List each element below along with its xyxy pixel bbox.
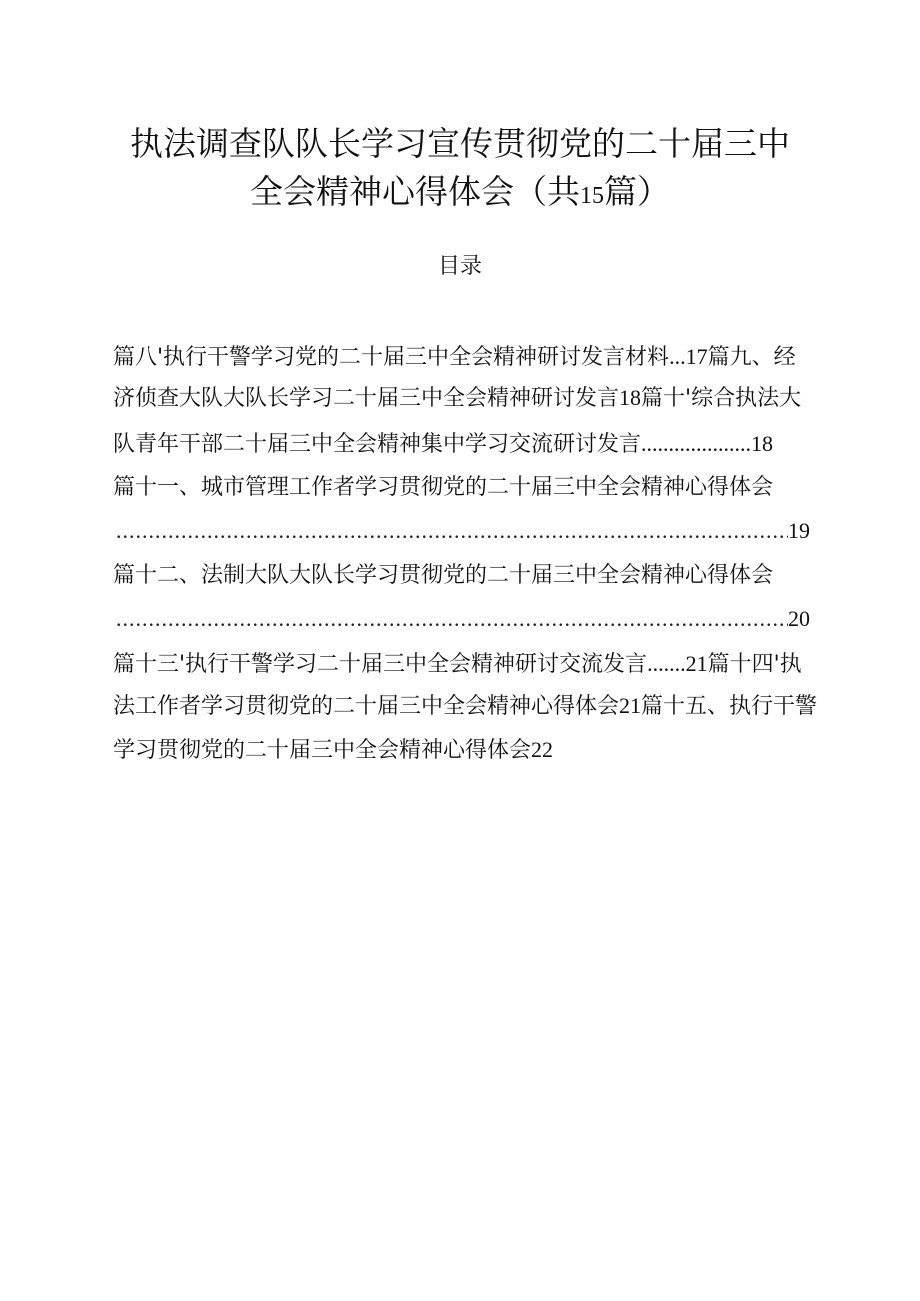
toc-line[interactable] — [113, 381, 853, 416]
toc-entry-text: 篇十五、执行干警 — [641, 694, 818, 719]
toc-line[interactable] — [113, 559, 853, 593]
toc-entry-text: 法工作者学习贯彻党的二十届三中全会精神心得体会 — [113, 694, 620, 719]
toc-entry-text: 篇十二、法制大队大队长学习贯彻党的二十届三中全会精神心得体会 — [113, 563, 774, 588]
toc-leader-row[interactable] — [116, 602, 810, 636]
toc-line[interactable] — [113, 340, 853, 375]
document-title-line-2 — [60, 172, 860, 216]
toc-entry-text: 篇十三'执行干警学习二十届三中全会精神研讨交流发言 — [113, 652, 648, 677]
document-title-line-1: 执法调查队队长学习宣传贯彻党的二十届三中 — [130, 124, 790, 163]
toc-leader — [116, 514, 788, 548]
toc-line[interactable] — [113, 689, 853, 724]
toc-line[interactable] — [113, 733, 853, 768]
toc-page-number: 17 — [685, 344, 708, 369]
toc-entry-text: 学习贯彻党的二十届三中全会精神心得体会 — [113, 738, 532, 763]
toc-leader-row[interactable] — [116, 514, 810, 548]
toc-page-number: 21 — [685, 651, 708, 676]
toc-line[interactable] — [113, 471, 853, 505]
toc-leader: ....... — [647, 651, 686, 676]
toc-line[interactable] — [113, 427, 853, 462]
toc-entry-text: 篇十一、城市管理工作者学习贯彻党的二十届三中全会精神心得体会 — [113, 475, 774, 500]
toc-entry-text: 篇八'执行干警学习党的二十届三中全会精神研讨发言材料 — [113, 345, 670, 370]
toc-page-number: 18 — [619, 385, 642, 410]
toc-entry-text: 篇十'综合执法大 — [641, 386, 802, 411]
title-text-pre: 全会精神心得体会（共 — [250, 172, 580, 211]
title-count: 15 — [580, 183, 604, 209]
toc-entry-text: 篇十四'执 — [707, 652, 802, 677]
toc-line[interactable] — [113, 647, 853, 682]
toc-page-number: 21 — [619, 693, 642, 718]
title-text-post: 篇） — [604, 172, 670, 211]
toc-page-number: 20 — [788, 606, 810, 631]
toc-leader — [116, 602, 788, 636]
toc-page-number: 18 — [751, 431, 774, 456]
toc-leader: .................... — [641, 431, 752, 456]
toc-entry-text: 篇九、经 — [707, 345, 796, 370]
toc-leader: ... — [669, 344, 686, 369]
toc-heading: 目录 — [437, 254, 482, 279]
toc-entry-text: 队青年干部二十届三中全会精神集中学习交流研讨发言 — [113, 432, 642, 457]
toc-page-number: 22 — [531, 737, 554, 762]
toc-page-number: 19 — [788, 518, 810, 543]
toc-entry-text: 济侦查大队大队长学习二十届三中全会精神研讨发言 — [113, 386, 620, 411]
